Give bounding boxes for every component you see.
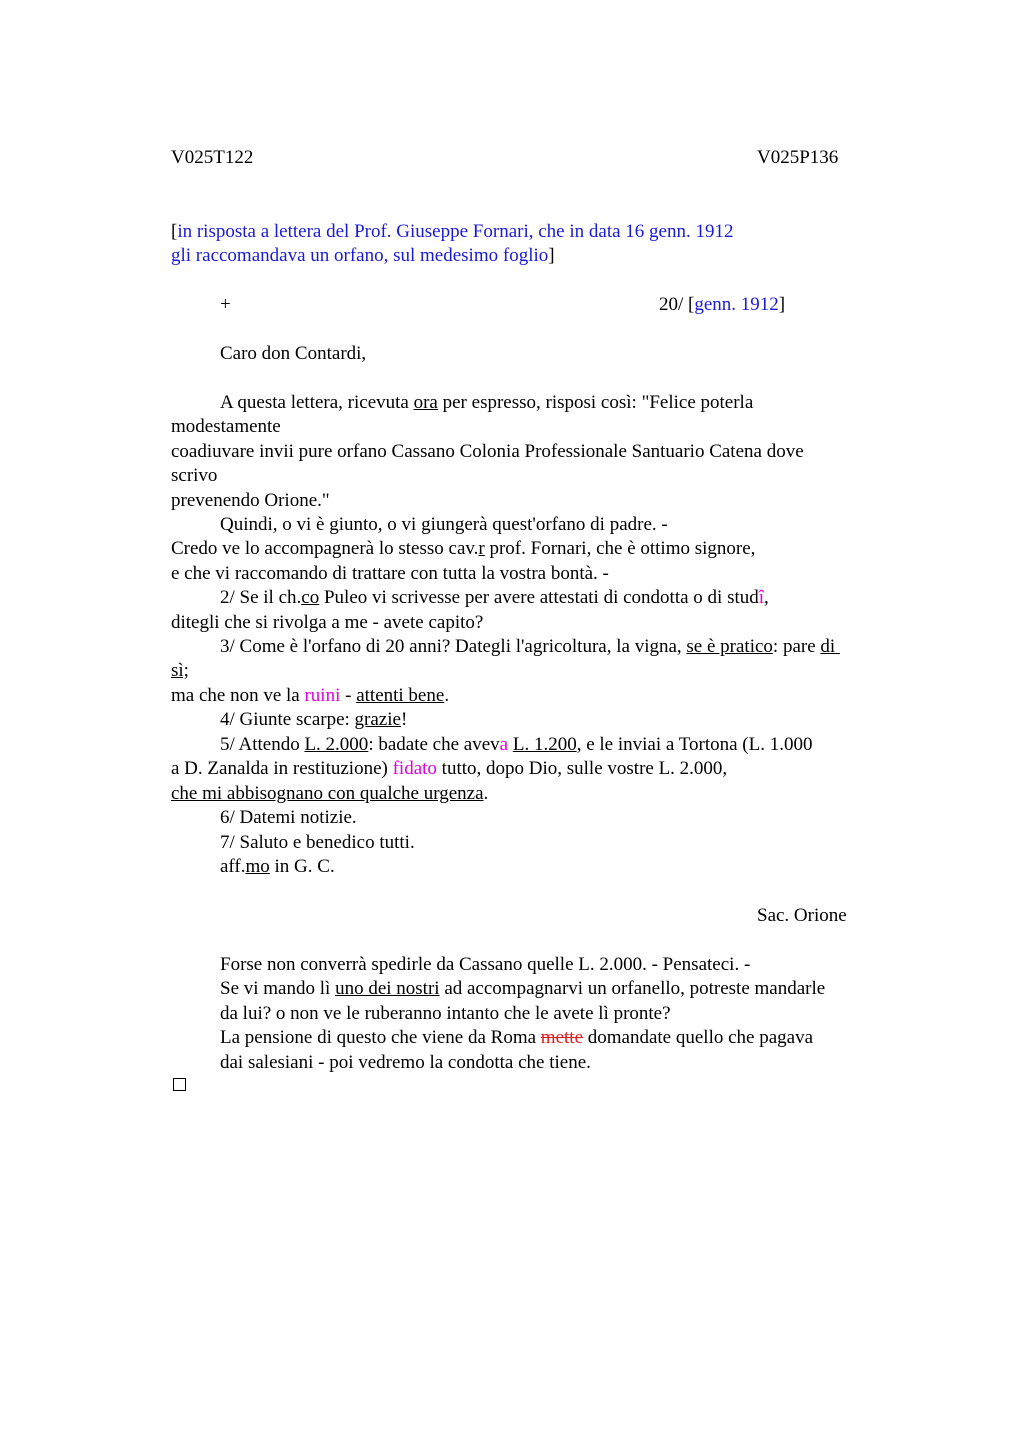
header-left-code: V025T122 <box>171 147 254 168</box>
body-line: 6/ Datemi notizie. <box>220 807 357 828</box>
body-line: Credo ve lo accompagnerà lo stesso cav.r prof. Fornari, che è ottimo signore, <box>171 538 756 559</box>
body-line: 5/ Attendo L. 2.000: badate che aveva L. 1.200, e le inviai a Tortona (L. 1.000 <box>220 734 813 755</box>
body-line: A questa lettera, ricevuta ora per espresso, risposi così: "Felice poterla <box>220 392 754 413</box>
body-line: Quindi, o vi è giunto, o vi giungerà quest'orfano di padre. - <box>220 514 668 535</box>
body-line: coadiuvare invii pure orfano Cassano Colonia Professionale Santuario Catena dove <box>171 441 804 462</box>
body-line: che mi abbisognano con qualche urgenza. <box>171 783 489 804</box>
body-line: e che vi raccomando di trattare con tutta la vostra bontà. - <box>171 563 609 584</box>
letter-date: 20/ [genn. 1912] <box>659 294 786 315</box>
body-line: a D. Zanalda in restituzione) fidato tutto, dopo Dio, sulle vostre L. 2.000, <box>171 758 728 779</box>
body-line: 7/ Saluto e benedico tutti. <box>220 832 415 853</box>
body-line: 3/ Come è l'orfano di 20 anni? Dategli l'agricoltura, la vigna, se è pratico: pare di <box>220 636 840 657</box>
postscript-line: Se vi mando lì uno dei nostri ad accompagnarvi un orfanello, potreste mandarle <box>220 978 826 999</box>
signature: Sac. Orione <box>757 905 847 926</box>
body-line: prevenendo Orione." <box>171 490 330 511</box>
body-line: scrivo <box>171 465 218 486</box>
postscript-line: dai salesiani - poi vedremo la condotta che tiene. <box>220 1052 591 1073</box>
salutation: Caro don Contardi, <box>220 343 367 364</box>
postscript-line: Forse non converrà spedirle da Cassano quelle L. 2.000. - Pensateci. - <box>220 954 751 975</box>
postscript-line: La pensione di questo che viene da Roma mette domandate quello che pagava <box>220 1027 814 1048</box>
editor-note-line-1: [in risposta a lettera del Prof. Giuseppe Fornari, che in data 16 genn. 1912 <box>171 221 734 242</box>
postscript-line: da lui? o non ve le ruberanno intanto che le avete lì pronte? <box>220 1003 671 1024</box>
closing-line: aff.mo in G. C. <box>220 856 335 877</box>
body-line: ditegli che si rivolga a me - avete capito? <box>171 612 484 633</box>
header-right-code: V025P136 <box>757 147 839 168</box>
body-line: 4/ Giunte scarpe: grazie! <box>220 709 408 730</box>
body-line: 2/ Se il ch.co Puleo vi scrivesse per avere attestati di condotta o di studî, <box>220 587 769 608</box>
cross-mark: + <box>220 294 231 315</box>
end-marker-square <box>173 1078 186 1091</box>
editor-note-line-2: gli raccomandava un orfano, sul medesimo foglio] <box>171 245 555 266</box>
body-line: modestamente <box>171 416 281 437</box>
body-line: ma che non ve la ruini - attenti bene. <box>171 685 450 706</box>
body-line: sì; <box>171 660 189 681</box>
